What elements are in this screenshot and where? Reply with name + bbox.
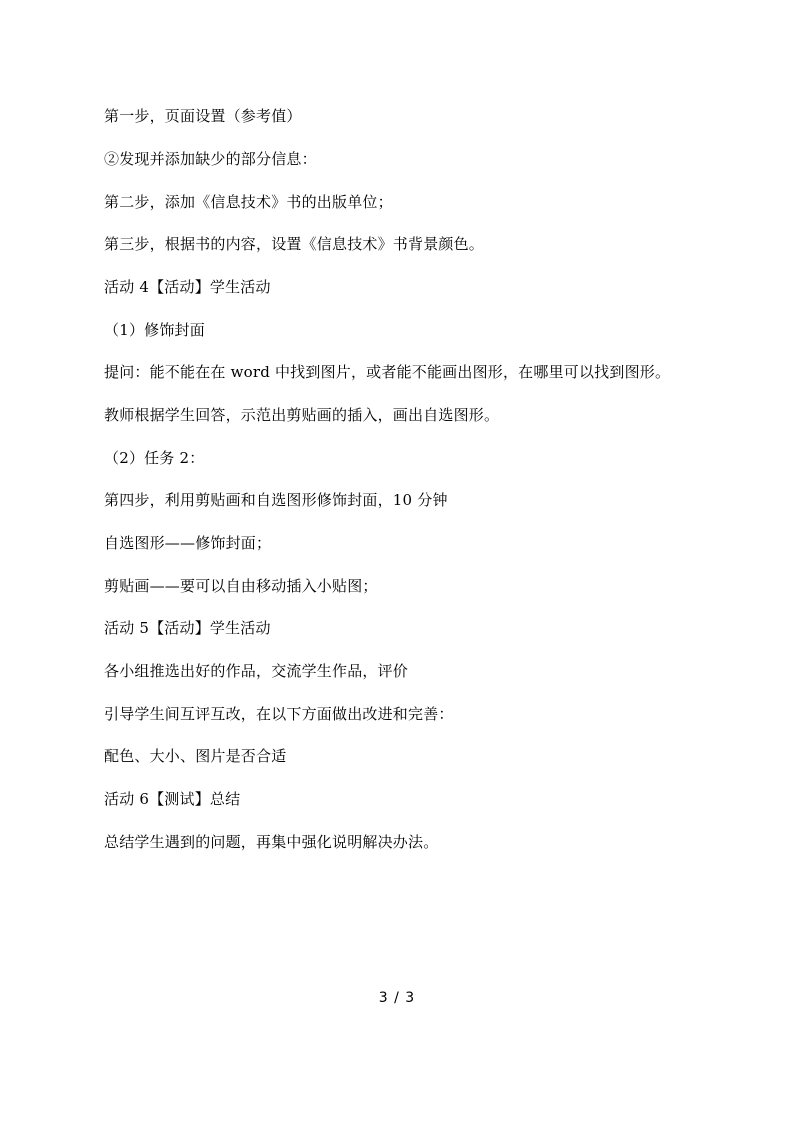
step-four-line: 第四步，利用剪贴画和自选图形修饰封面，10 分钟 [104,491,448,509]
activity-6-heading: 活动 6【测试】总结 [104,790,241,808]
group-selection-line: 各小组推选出好的作品，交流学生作品，评价 [104,662,409,680]
teacher-demo-line: 教师根据学生回答，示范出剪贴画的插入，画出自选图形。 [104,406,500,424]
question-line: 提问：能不能在在 word 中找到图片，或者能不能画出图形，在哪里可以找到图形。 [104,363,671,381]
autoshape-line: 自选图形——修饰封面； [104,534,272,552]
task-2-line: （2）任务 2： [104,449,205,467]
activity-5-heading: 活动 5【活动】学生活动 [104,619,271,637]
summary-line: 总结学生遇到的问题，再集中强化说明解决办法。 [104,833,439,851]
page-number: 3 / 3 [378,990,416,1006]
criteria-line: 配色、大小、图片是否合适 [104,747,287,765]
step-two-line: 第二步，添加《信息技术》书的出版单位； [104,193,393,211]
activity-4-heading: 活动 4【活动】学生活动 [104,278,271,296]
step-one-line: 第一步，页面设置（参考值） [104,107,302,125]
find-missing-info-line: ②发现并添加缺少的部分信息： [104,150,317,168]
decorate-cover-line: （1）修饰封面 [104,321,205,339]
clipart-line: 剪贴画——要可以自由移动插入小贴图； [104,577,378,595]
step-three-line: 第三步，根据书的内容，设置《信息技术》书背景颜色。 [104,235,485,253]
peer-review-line: 引导学生间互评互改，在以下方面做出改进和完善： [104,705,454,723]
